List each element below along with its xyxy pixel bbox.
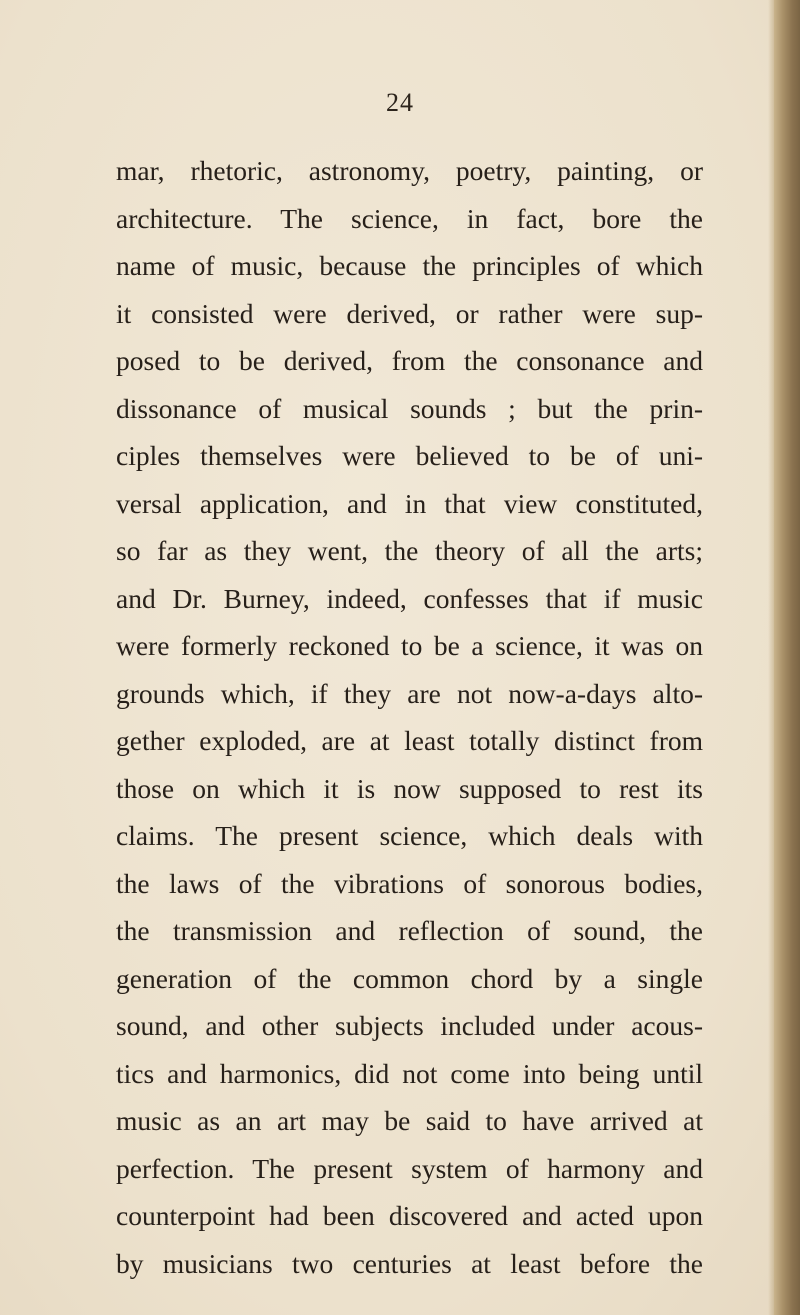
text-line: the transmission and reflection of sound, the [116, 915, 703, 946]
text-line: those on which it is now supposed to rest its [116, 772, 703, 804]
text-line: it consisted were derived, or rather were sup- [116, 297, 703, 329]
body-text [116, 147, 703, 1287]
text-line: posed to be derived, from the consonance and [116, 345, 703, 376]
text-line: generation of the common chord by a single [116, 962, 703, 994]
text-line: and Dr. Burney, indeed, confesses that if music [116, 582, 703, 614]
text-line: were formerly reckoned to be a science, it was on [116, 630, 703, 661]
text-line: ciples themselves were believed to be of uni- [116, 440, 703, 471]
text-line: mar, rhetoric, astronomy, poetry, painting, or [116, 155, 703, 186]
text-line: sound, and other subjects included under acous- [116, 1010, 703, 1041]
text-line: tics and harmonics, did not come into being until [116, 1057, 703, 1089]
text-line: grounds which, if they are not now-a-days alto- [116, 677, 703, 709]
text-line: architecture. The science, in fact, bore the [116, 202, 703, 234]
text-line: gether exploded, are at least totally distinct from [116, 725, 703, 756]
text-line: claims. The present science, which deals with [116, 820, 703, 851]
text-line: the laws of the vibrations of sonorous bodies, [116, 867, 703, 899]
text-line: music as an art may be said to have arrived at [116, 1105, 703, 1136]
text-line: versal application, and in that view constituted, [116, 487, 703, 519]
text-line: so far as they went, the theory of all the arts; [116, 535, 703, 566]
text-line: counterpoint had been discovered and acted upon [116, 1200, 703, 1231]
page-edge [774, 0, 800, 1315]
text-line: dissonance of musical sounds ; but the prin- [116, 392, 703, 424]
text-line: perfection. The present system of harmony and [116, 1152, 703, 1184]
text-line: name of music, because the principles of which [116, 250, 703, 281]
page-number: 24 [386, 88, 414, 117]
text-line: by musicians two centuries at least before the [116, 1247, 703, 1279]
